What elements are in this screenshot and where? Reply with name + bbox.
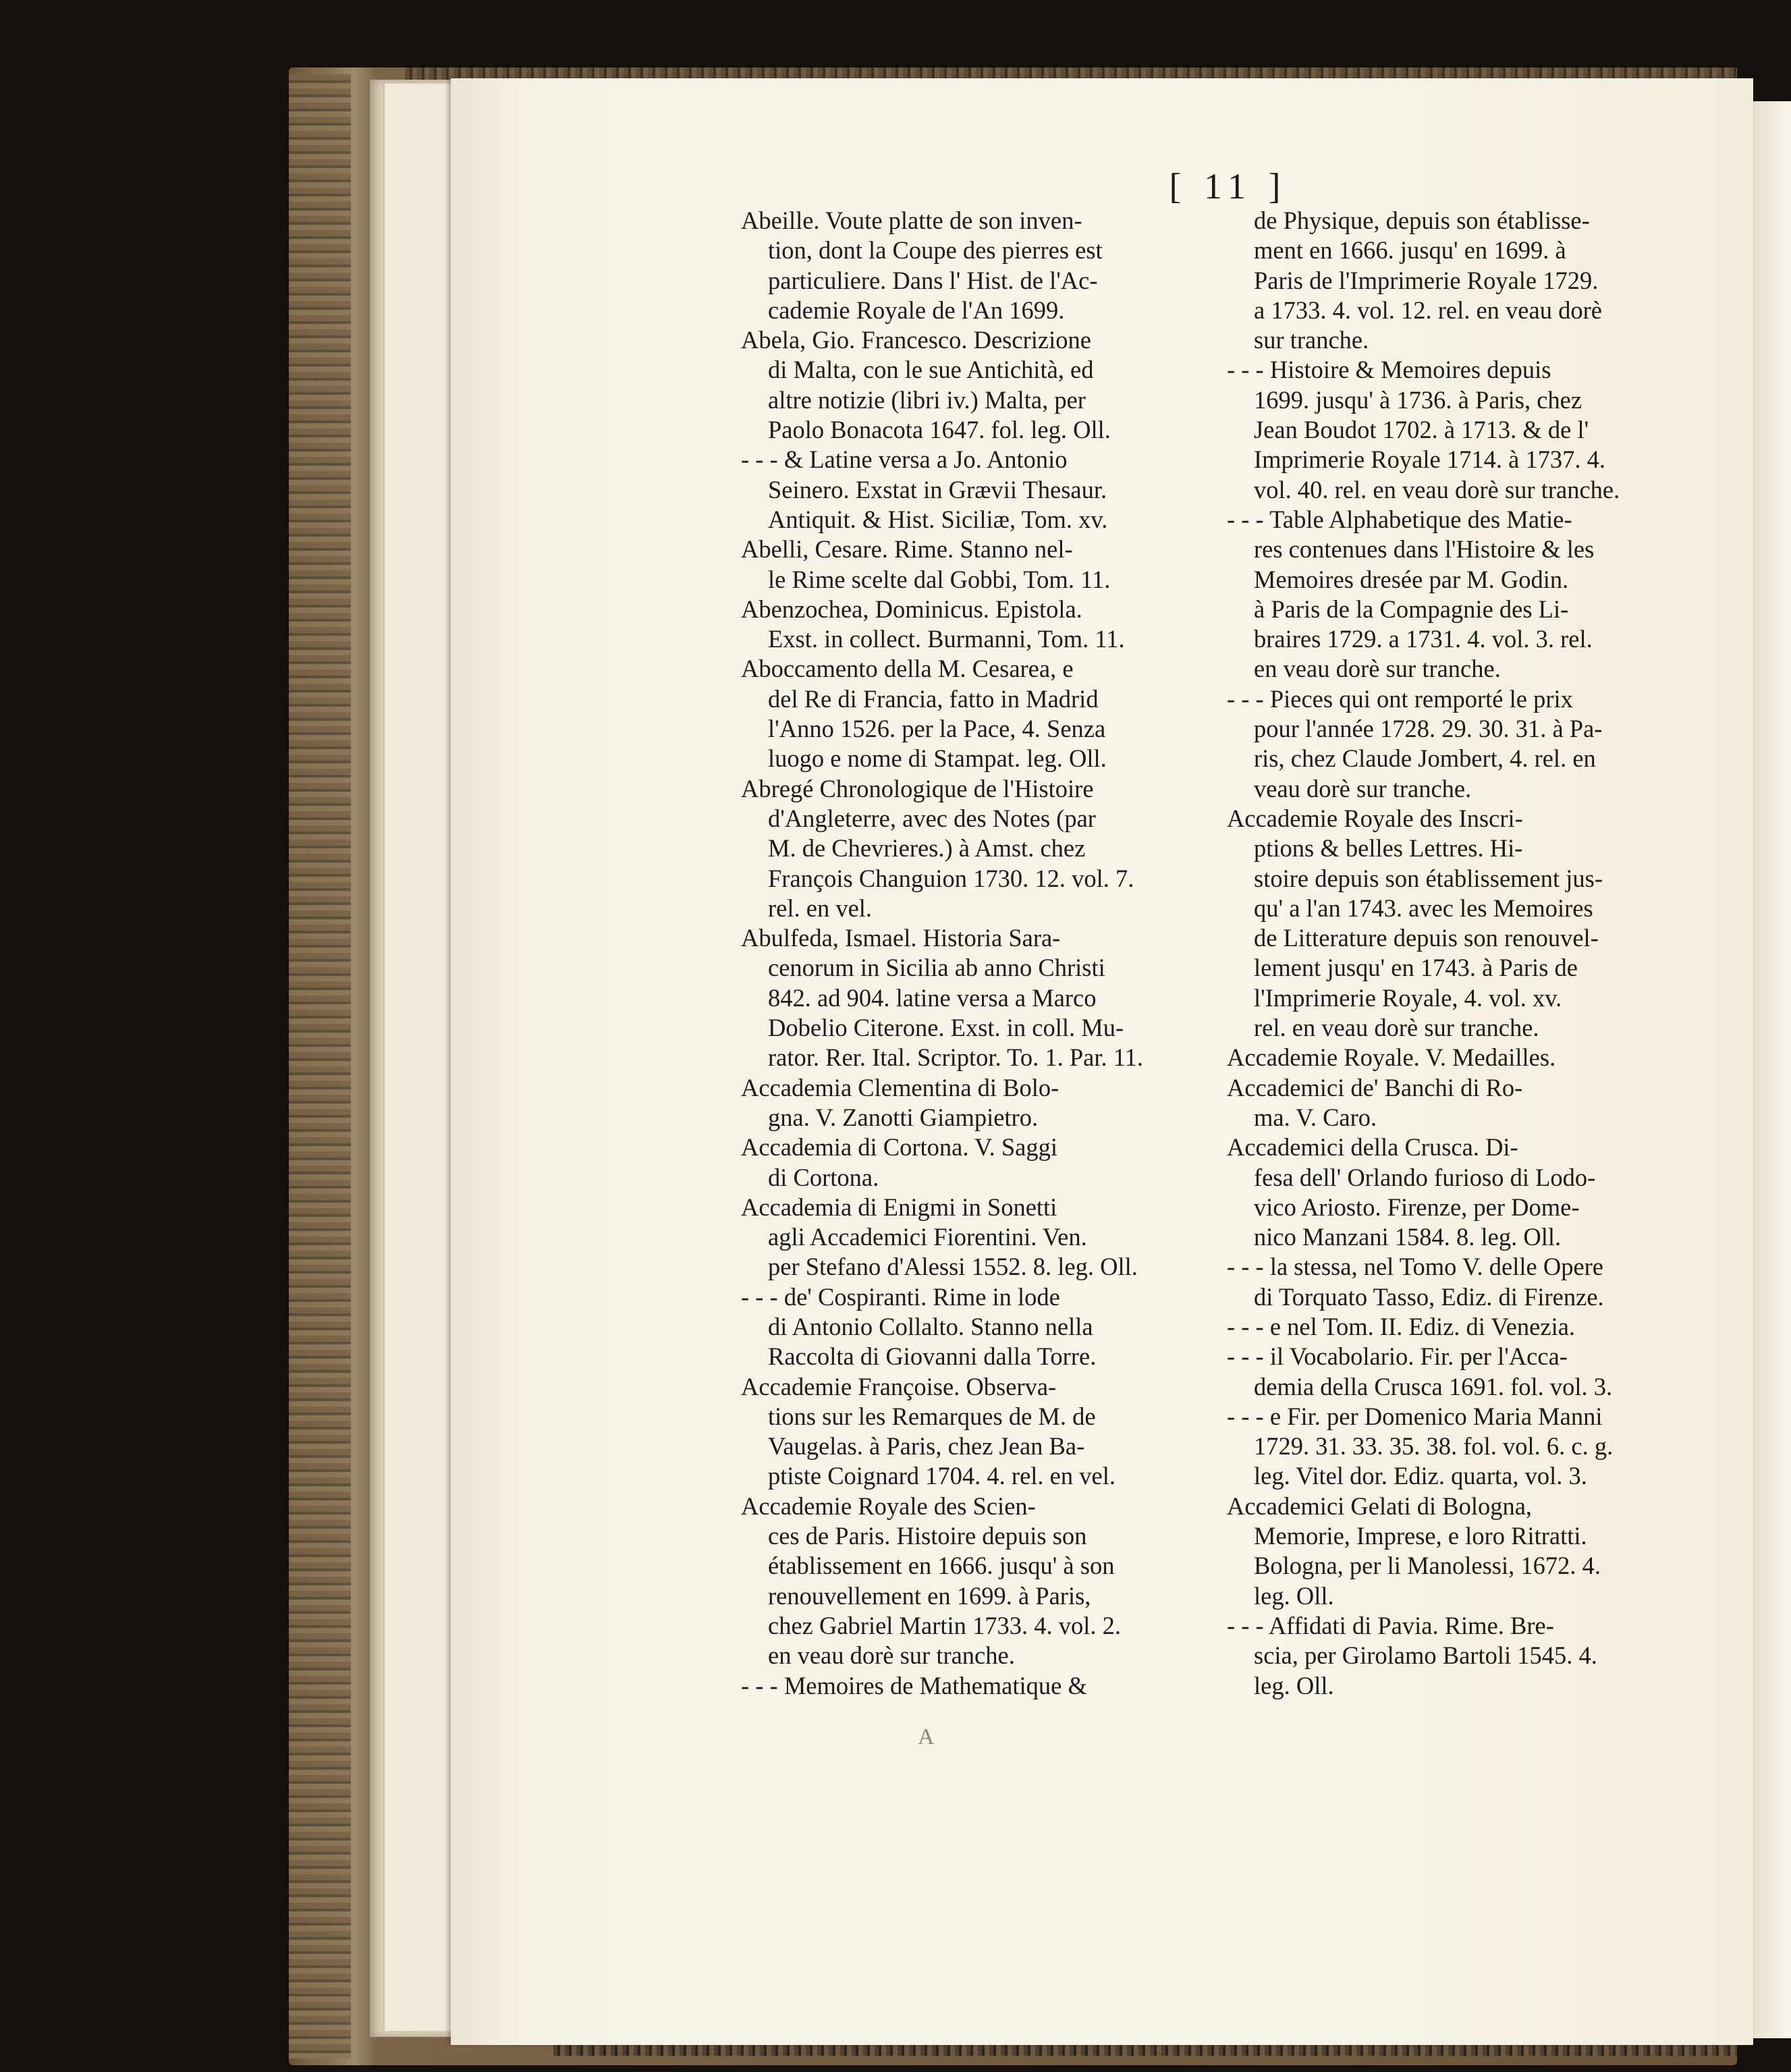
text-line: rel. en vel. xyxy=(768,894,873,922)
text-line: di Malta, con le sue Antichità, ed xyxy=(768,356,1094,384)
text-line: Seinero. Exstat in Grævii Thesaur. xyxy=(768,475,1107,503)
text-line: Vaugelas. à Paris, chez Jean Ba- xyxy=(768,1432,1085,1461)
text-line: leg. Oll. xyxy=(1254,1581,1334,1610)
text-line: Accademici Gelati di Bologna, xyxy=(1227,1492,1533,1520)
text-line: Abeille. Voute platte de son inven- xyxy=(741,207,1082,234)
text-line: de Litterature depuis son renouvel- xyxy=(1254,924,1599,952)
text-line: stoire depuis son établissement jus- xyxy=(1254,864,1603,892)
text-line: particuliere. Dans l' Hist. de l'Ac- xyxy=(768,266,1098,294)
text-line: Exst. in collect. Burmanni, Tom. 11. xyxy=(768,625,1125,653)
left-column xyxy=(741,206,1200,1701)
text-line: à Paris de la Compagnie des Li- xyxy=(1254,595,1569,623)
text-line: François Changuion 1730. 12. vol. 7. xyxy=(768,864,1134,892)
right-column xyxy=(1227,206,1699,1701)
text-line: ptions & belles Lettres. Hi- xyxy=(1254,834,1523,863)
text-line: Aboccamento della M. Cesarea, e xyxy=(741,655,1074,683)
text-line: Accademici della Crusca. Di- xyxy=(1227,1133,1518,1162)
text-line: Accademie Françoise. Observa- xyxy=(741,1372,1057,1400)
text-line: en veau dorè sur tranche. xyxy=(768,1641,1015,1670)
text-line: établissement en 1666. jusqu' à son xyxy=(768,1552,1115,1580)
text-line: ris, chez Claude Jombert, 4. rel. en xyxy=(1254,744,1596,773)
facing-page-edge xyxy=(1752,101,1791,2038)
text-line: M. de Chevrieres.) à Amst. chez xyxy=(768,834,1086,863)
text-line: Accademia di Enigmi in Sonetti xyxy=(741,1193,1057,1221)
text-line: ma. V. Caro. xyxy=(1254,1103,1377,1131)
text-line: vico Ariosto. Firenze, per Dome- xyxy=(1254,1193,1580,1221)
text-line: di Torquato Tasso, Ediz. di Firenze. xyxy=(1254,1282,1604,1311)
text-line: Antiquit. & Hist. Siciliæ, Tom. xv. xyxy=(768,505,1108,533)
text-line: a 1733. 4. vol. 12. rel. en veau dorè xyxy=(1254,296,1602,324)
text-line: le Rime scelte dal Gobbi, Tom. 11. xyxy=(768,565,1111,593)
text-line: tion, dont la Coupe des pierres est xyxy=(768,236,1103,265)
text-line: - - - Memoires de Mathematique & xyxy=(741,1671,1087,1699)
text-line: per Stefano d'Alessi 1552. 8. leg. Oll. xyxy=(768,1253,1138,1281)
text-line: Paolo Bonacota 1647. fol. leg. Oll. xyxy=(768,416,1111,444)
text-line: Abela, Gio. Francesco. Descrizione xyxy=(741,326,1091,354)
text-line: lement jusqu' en 1743. à Paris de xyxy=(1254,954,1578,982)
text-line: - - - e nel Tom. II. Ediz. di Venezia. xyxy=(1227,1312,1576,1340)
text-line: qu' a l'an 1743. avec les Memoires xyxy=(1254,894,1593,922)
text-line: 1699. jusqu' à 1736. à Paris, chez xyxy=(1254,385,1582,414)
text-line: Abelli, Cesare. Rime. Stanno nel- xyxy=(741,535,1073,564)
text-line: - - - de' Cospiranti. Rime in lode xyxy=(741,1282,1060,1311)
text-line: agli Accademici Fiorentini. Ven. xyxy=(768,1223,1087,1251)
text-line: luogo e nome di Stampat. leg. Oll. xyxy=(768,744,1107,773)
text-line: Jean Boudot 1702. à 1713. & de l' xyxy=(1254,416,1589,444)
text-line: veau dorè sur tranche. xyxy=(1254,774,1472,802)
text-line: di Cortona. xyxy=(768,1163,879,1191)
text-line: Bologna, per li Manolessi, 1672. 4. xyxy=(1254,1552,1601,1580)
page-header: [ 11 ] xyxy=(1169,166,1288,207)
text-line: ment en 1666. jusqu' en 1699. à xyxy=(1254,236,1566,265)
text-line: - - - Affidati di Pavia. Rime. Bre- xyxy=(1227,1611,1554,1639)
text-line: Abulfeda, Ismael. Historia Sara- xyxy=(741,924,1061,952)
text-line: Accademie Royale des Inscri- xyxy=(1227,804,1523,832)
text-line: Accademia Clementina di Bolo- xyxy=(741,1073,1059,1101)
text-line: vol. 40. rel. en veau dorè sur tranche. xyxy=(1254,475,1620,503)
text-line: Accademie Royale. V. Medailles. xyxy=(1227,1043,1556,1072)
text-line: en veau dorè sur tranche. xyxy=(1254,655,1501,683)
text-line: leg. Vitel dor. Ediz. quarta, vol. 3. xyxy=(1254,1462,1587,1490)
text-line: 842. ad 904. latine versa a Marco xyxy=(768,983,1097,1012)
text-line: l'Imprimerie Royale, 4. vol. xv. xyxy=(1254,983,1562,1012)
text-line: Dobelio Citerone. Exst. in coll. Mu- xyxy=(768,1014,1124,1042)
text-line: Paris de l'Imprimerie Royale 1729. xyxy=(1254,266,1599,294)
text-line: Raccolta di Giovanni dalla Torre. xyxy=(768,1342,1097,1371)
text-line: rel. en veau dorè sur tranche. xyxy=(1254,1014,1539,1042)
text-line: del Re di Francia, fatto in Madrid xyxy=(768,684,1099,713)
text-line: renouvellement en 1699. à Paris, xyxy=(768,1581,1091,1610)
text-line: gna. V. Zanotti Giampietro. xyxy=(768,1103,1039,1131)
text-line: demia della Crusca 1691. fol. vol. 3. xyxy=(1254,1372,1613,1400)
text-line: Memoires dresée par M. Godin. xyxy=(1254,565,1569,593)
text-line: di Antonio Collalto. Stanno nella xyxy=(768,1312,1093,1340)
text-line: Accademici de' Banchi di Ro- xyxy=(1227,1073,1523,1101)
text-line: - - - Table Alphabetique des Matie- xyxy=(1227,505,1572,533)
text-line: tions sur les Remarques de M. de xyxy=(768,1402,1096,1430)
text-line: d'Angleterre, avec des Notes (par xyxy=(768,804,1096,832)
text-line: ptiste Coignard 1704. 4. rel. en vel. xyxy=(768,1462,1115,1490)
text-line: chez Gabriel Martin 1733. 4. vol. 2. xyxy=(768,1611,1122,1639)
text-line: cenorum in Sicilia ab anno Christi xyxy=(768,954,1105,982)
text-line: - - - & Latine versa a Jo. Antonio xyxy=(741,445,1068,474)
text-line: rator. Rer. Ital. Scriptor. To. 1. Par. 11. xyxy=(768,1043,1144,1072)
text-line: l'Anno 1526. per la Pace, 4. Senza xyxy=(768,715,1106,743)
text-line: - - - il Vocabolario. Fir. per l'Acca- xyxy=(1227,1342,1568,1371)
text-line: Abregé Chronologique de l'Histoire xyxy=(741,774,1094,802)
text-line: cademie Royale de l'An 1699. xyxy=(768,296,1065,324)
text-line: sur tranche. xyxy=(1254,326,1369,354)
text-line: scia, per Girolamo Bartoli 1545. 4. xyxy=(1254,1641,1597,1670)
text-line: Abenzochea, Dominicus. Epistola. xyxy=(741,595,1082,623)
cover-marbled-band xyxy=(289,74,351,2059)
text-line: - - - Histoire & Memoires depuis xyxy=(1227,356,1551,384)
text-line: Accademie Royale des Scien- xyxy=(741,1492,1036,1520)
text-line: Memorie, Imprese, e loro Ritratti. xyxy=(1254,1522,1587,1550)
text-line: - - - Pieces qui ont remporté le prix xyxy=(1227,684,1573,713)
text-line: nico Manzani 1584. 8. leg. Oll. xyxy=(1254,1223,1562,1251)
text-line: - - - la stessa, nel Tomo V. delle Opere xyxy=(1227,1253,1603,1281)
text-line: res contenues dans l'Histoire & les xyxy=(1254,535,1595,564)
signature-mark: A xyxy=(918,1724,935,1749)
text-line: altre notizie (libri iv.) Malta, per xyxy=(768,385,1086,414)
text-line: ces de Paris. Histoire depuis son xyxy=(768,1522,1087,1550)
text-line: Accademia di Cortona. V. Saggi xyxy=(741,1133,1058,1162)
text-line: pour l'année 1728. 29. 30. 31. à Pa- xyxy=(1254,715,1603,743)
text-line: leg. Oll. xyxy=(1254,1671,1334,1699)
text-line: fesa dell' Orlando furioso di Lodo- xyxy=(1254,1163,1596,1191)
text-line: 1729. 31. 33. 35. 38. fol. vol. 6. c. g. xyxy=(1254,1432,1614,1461)
text-line: Imprimerie Royale 1714. à 1737. 4. xyxy=(1254,445,1606,474)
text-line: de Physique, depuis son établisse- xyxy=(1254,207,1590,234)
text-line: braires 1729. a 1731. 4. vol. 3. rel. xyxy=(1254,625,1593,653)
text-line: - - - e Fir. per Domenico Maria Manni xyxy=(1227,1402,1603,1430)
